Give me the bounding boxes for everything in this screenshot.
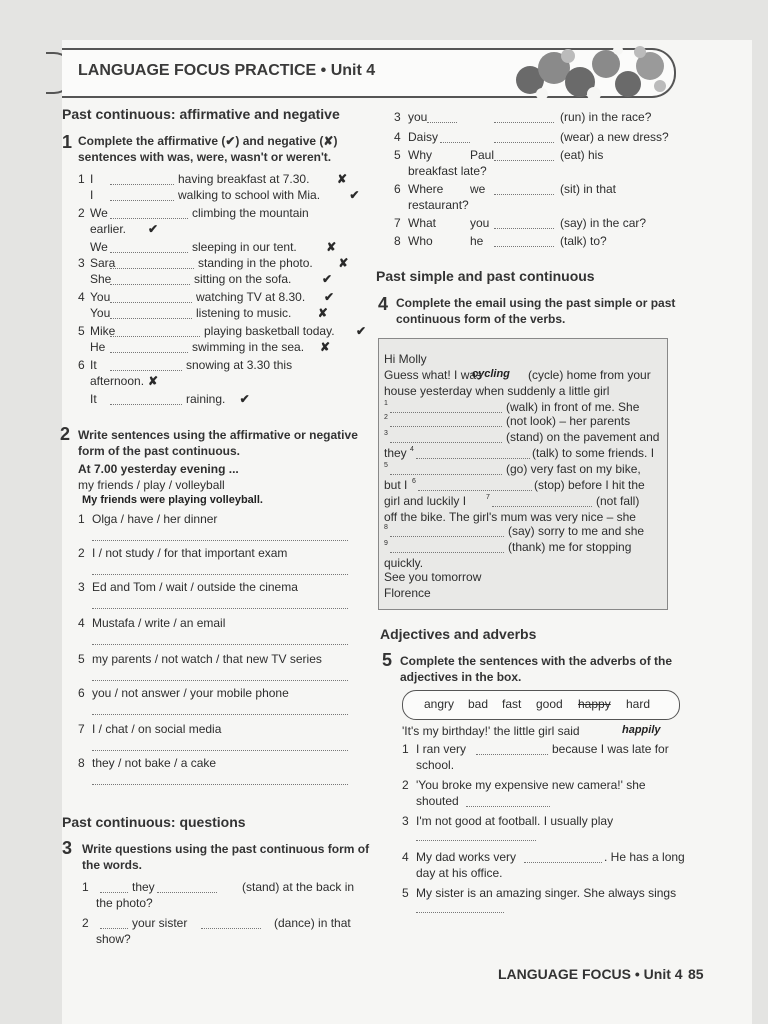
item-number: 1 [402,742,409,756]
gap-number: 8 [384,524,388,531]
exercise-5-example: 'It's my birthday!' the little girl said [402,724,580,738]
email-gap[interactable] [418,490,532,491]
email-example-answer: cycling [472,368,510,380]
answer-blank[interactable] [110,318,192,319]
tick-icon: ✔ [356,324,367,338]
word-box-item: fast [502,697,522,711]
item-number: 7 [394,216,401,230]
item-text: snowing at 3.30 this [186,358,293,372]
answer-blank[interactable] [110,352,188,353]
email-text: (stand) on the pavement and [506,430,660,444]
item-text: watching TV at 8.30. [196,290,306,304]
puzzle-pieces-graphic [510,42,680,104]
answer-blank[interactable] [440,142,470,143]
cross-icon: ✘ [338,256,349,270]
email-text: (not fall) [596,494,640,508]
page-title: LANGUAGE FOCUS PRACTICE • Unit 4 [78,62,376,79]
answer-blank[interactable] [416,840,536,841]
answer-blank[interactable] [494,194,554,195]
item-text: because I was late for [552,742,669,756]
item-text: swimming in the sea. [192,340,305,354]
item-text: climbing the mountain [192,206,309,220]
item-subject: earlier. [90,222,127,236]
item-subject: you [470,216,490,230]
email-gap[interactable] [390,536,504,537]
gap-number: 7 [486,494,490,501]
exercise-3-instruction-line2: the words. [82,858,143,872]
item-number: 3 [78,580,85,594]
gap-number: 3 [384,430,388,437]
exercise-5-number: 5 [382,650,393,670]
email-gap[interactable] [492,506,592,507]
item-number: 8 [394,234,401,248]
item-subject: we [470,182,486,196]
exercise-2-intro: At 7.00 yesterday evening ... [78,462,239,476]
item-subject: afternoon. [90,374,145,388]
item-text: sleeping in our tent. [192,240,297,254]
answer-line[interactable] [92,540,348,541]
item-verb: (stand) at the back in [242,880,355,894]
answer-blank[interactable] [416,912,504,913]
answer-blank[interactable] [494,142,554,143]
item-number: 2 [402,778,409,792]
email-signature: Florence [384,586,431,600]
exercise-1-instruction: Complete the affirmative (✔) and negative (✘) [78,134,338,148]
answer-blank[interactable] [110,218,188,219]
answer-blank[interactable] [110,336,200,337]
gap-number: 9 [384,540,388,547]
item-number: 8 [78,756,85,770]
email-text: quickly. [384,556,424,570]
answer-blank[interactable] [110,268,194,269]
item-verb: (sit) in that [560,182,617,196]
email-text: See you tomorrow [384,570,482,584]
word-box-item: angry [424,697,455,711]
item-subject: He [90,340,106,354]
gap-number: 2 [384,414,388,421]
item-text: 'You broke my expensive new camera!' she [416,778,646,792]
item-text: school. [416,758,455,772]
email-text: (not look) – her parents [506,414,631,428]
email-gap[interactable] [416,458,530,459]
cross-icon: ✘ [320,340,331,354]
email-text: (cycle) home from your [528,368,651,382]
exercise-3-instruction: Write questions using the past continuous form of [82,842,370,856]
email-text: Guess what! I was [384,368,483,382]
exercise-1-instruction-line2: sentences with was, were, wasn't or weren't. [78,150,332,164]
item-number: 3 [78,256,85,270]
item-number: 1 [82,880,89,894]
item-word: Why [408,148,432,162]
item-text: day at his office. [416,866,503,880]
exercise-1-number: 1 [62,132,73,152]
cross-icon: ✘ [337,172,348,186]
email-gap[interactable] [390,474,502,475]
item-word: Where [408,182,444,196]
section-heading-past-continuous: Past continuous: affirmative and negative [62,106,340,122]
answer-blank[interactable] [100,928,128,929]
section-heading-adjectives: Adjectives and adverbs [380,626,537,642]
item-word: Daisy [408,130,439,144]
tick-icon: ✔ [322,272,333,286]
item-subject: your sister [132,916,188,930]
item-text: having breakfast at 7.30. [178,172,310,186]
exercise-5-instruction-line2: adjectives in the box. [400,670,522,684]
exercise-2-instruction-line2: form of the past continuous. [78,444,240,458]
item-number: 4 [78,290,85,304]
email-greeting: Hi Molly [384,352,427,366]
item-subject: It [90,392,97,406]
footer-label: LANGUAGE FOCUS • Unit 4 [498,966,683,982]
item-number: 1 [78,512,85,526]
exercise-3-number: 3 [62,838,73,858]
item-text: . He has a long [604,850,685,864]
answer-line[interactable] [92,750,348,751]
page-number: 85 [688,966,704,982]
answer-line[interactable] [92,644,348,645]
item-text: walking to school with Mia. [178,188,321,202]
exercise-2-number: 2 [60,424,71,444]
item-subject: he [470,234,484,248]
item-subject: Mike [90,324,116,338]
tick-icon: ✔ [349,188,360,202]
item-number: 5 [402,886,409,900]
item-number: 2 [78,546,85,560]
item-prompt: Olga / have / her dinner [92,512,218,526]
word-box-item: hard [626,697,651,711]
item-prompt: they / not bake / a cake [92,756,217,770]
answer-blank[interactable] [110,370,182,371]
item-verb: (wear) a new dress? [560,130,669,144]
item-subject: Paul [470,148,495,162]
item-verb: (dance) in that [274,916,351,930]
item-number: 2 [78,206,85,220]
email-text: (walk) in front of me. She [506,400,640,414]
section-heading-past-simple: Past simple and past continuous [376,268,595,284]
item-subject: they [132,880,155,894]
exercise-2-instruction: Write sentences using the affirmative or negative [78,428,358,442]
exercise-4-instruction: Complete the email using the past simple or past [396,296,676,310]
item-verb: (run) in the race? [560,110,652,124]
answer-blank[interactable] [110,404,182,405]
item-text: My dad works very [416,850,517,864]
item-text: I'm not good at football. I usually play [416,814,614,828]
item-number: 6 [394,182,401,196]
email-text: they [384,446,407,460]
tick-icon: ✔ [324,290,335,304]
word-box-item: good [536,697,563,711]
answer-blank[interactable] [100,892,128,893]
tick-icon: ✔ [148,222,159,236]
email-text: (thank) me for stopping [508,540,632,554]
item-prompt: I / not study / for that important exam [92,546,288,560]
answer-blank[interactable] [524,862,602,863]
answer-blank[interactable] [110,252,188,253]
item-subject: We [90,206,108,220]
email-gap[interactable] [390,426,502,427]
email-gap[interactable] [390,442,502,443]
item-word: you [408,110,428,124]
answer-line[interactable] [92,608,348,609]
item-subject: I [90,172,94,186]
item-text: playing basketball today. [204,324,335,338]
section-heading-questions: Past continuous: questions [62,814,246,830]
answer-blank[interactable] [201,928,261,929]
answer-blank[interactable] [110,200,174,201]
answer-blank[interactable] [494,228,554,229]
item-prompt: my parents / not watch / that new TV series [92,652,322,666]
email-text: (stop) before I hit the [534,478,645,492]
item-number: 5 [78,652,85,666]
item-number: 6 [78,686,85,700]
gap-number: 6 [412,478,416,485]
answer-blank[interactable] [427,122,457,123]
gap-number: 4 [410,446,414,453]
item-text: I ran very [416,742,467,756]
email-text: (say) sorry to me and she [508,524,645,538]
email-text: (talk) to some friends. I [532,446,655,460]
email-text: but I [384,478,408,492]
item-number: 1 [78,172,85,186]
answer-blank[interactable] [466,806,550,807]
word-box-item: bad [468,697,489,711]
answer-blank[interactable] [476,754,548,755]
item-number: 7 [78,722,85,736]
answer-blank[interactable] [494,122,554,123]
word-box-item: happy [578,697,611,711]
item-number: 4 [394,130,401,144]
cross-icon: ✘ [317,306,328,320]
item-subject: We [90,240,108,254]
tick-icon: ✔ [239,392,250,406]
email-text: off the bike. The girl's mum was very nice – she [384,510,636,524]
item-number: 3 [394,110,401,124]
item-number: 6 [78,358,85,372]
item-number: 4 [402,850,409,864]
item-number: 5 [394,148,401,162]
item-subject: I [90,188,94,202]
answer-line[interactable] [92,714,348,715]
answer-blank[interactable] [110,302,192,303]
item-subject: It [90,358,97,372]
item-text: listening to music. [196,306,292,320]
item-subject: She [90,272,112,286]
item-number: 2 [82,916,89,930]
email-text: house yesterday when suddenly a little girl [384,384,610,398]
item-verb: (talk) to? [560,234,607,248]
item-text: shouted [416,794,459,808]
answer-blank[interactable] [110,284,190,285]
item-number: 3 [402,814,409,828]
item-verb: (say) in the car? [560,216,647,230]
exercise-2-example-prompt: my friends / play / volleyball [78,478,225,492]
item-prompt: I / chat / on social media [92,722,222,736]
exercise-5-instruction: Complete the sentences with the adverbs of the [400,654,673,668]
answer-blank[interactable] [494,246,554,247]
answer-line[interactable] [92,784,348,785]
exercise-5-example-answer: happily [622,724,661,736]
item-text: My sister is an amazing singer. She always sings [416,886,677,900]
email-gap[interactable] [390,412,502,413]
gap-number: 1 [384,400,388,407]
item-number: 5 [78,324,85,338]
item-verb: (eat) his [560,148,604,162]
email-text: (go) very fast on my bike, [506,462,641,476]
item-text: standing in the photo. [198,256,313,270]
answer-line[interactable] [92,574,348,575]
cross-icon: ✘ [148,374,159,388]
item-text: raining. [186,392,226,406]
email-text: girl and luckily I [384,494,467,508]
item-subject: You [90,306,111,320]
item-word: Who [408,234,433,248]
item-subject: Sara [90,256,116,270]
gap-number: 5 [384,462,388,469]
item-word: What [408,216,437,230]
exercise-4-instruction-line2: continuous form of the verbs. [396,312,566,326]
item-continuation: restaurant? [408,198,469,212]
item-continuation: breakfast late? [408,164,487,178]
item-continuation: the photo? [96,896,153,910]
exercise-4-number: 4 [378,294,389,314]
item-number: 4 [78,616,85,630]
item-subject: You [90,290,111,304]
exercise-2-example-answer: My friends were playing volleyball. [82,494,263,506]
email-gap[interactable] [390,552,504,553]
item-prompt: Mustafa / write / an email [92,616,226,630]
item-prompt: you / not answer / your mobile phone [92,686,289,700]
item-continuation: show? [96,932,131,946]
answer-blank[interactable] [110,184,174,185]
item-prompt: Ed and Tom / wait / outside the cinema [92,580,298,594]
answer-blank[interactable] [494,160,554,161]
cross-icon: ✘ [326,240,337,254]
answer-blank[interactable] [157,892,217,893]
answer-line[interactable] [92,680,348,681]
item-text: sitting on the sofa. [194,272,292,286]
